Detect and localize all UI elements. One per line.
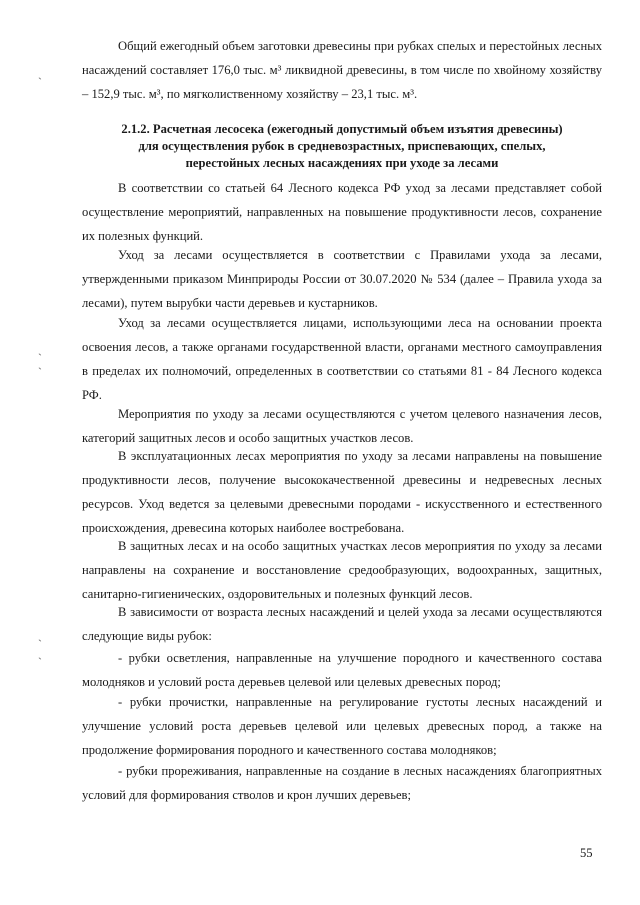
margin-mark: ˏ bbox=[38, 66, 42, 80]
list-item: - рубки прореживания, направленные на создание в лесных насаждениях благоприятных условий для формирования стволов и крон лучших деревьев; bbox=[82, 764, 602, 802]
paragraph: В соответствии со статьей 64 Лесного кодекса РФ уход за лесами представляет собой осуществление мероприятий, направленных на повышение продуктивности лесов, сохранение их полезных функций. bbox=[82, 181, 602, 243]
margin-mark: ˏ bbox=[38, 356, 42, 370]
paragraph: Мероприятия по уходу за лесами осуществляются с учетом целевого назначения лесов, категорий защитных лесов и особо защитных участков лесов. bbox=[82, 407, 602, 445]
page-number: 55 bbox=[580, 846, 593, 860]
paragraph: В защитных лесах и на особо защитных участках лесов мероприятия по уходу за лесами направлены на сохранение и восстановление средообразующих, водоохранных, защитных, санитарно-гигиенических, оздоровительных и полезных функций лесов. bbox=[82, 539, 602, 601]
paragraph: Уход за лесами осуществляется в соответствии с Правилами ухода за лесами, утвержденными приказом Минприроды России от 30.07.2020 № 534 (далее – Правила ухода за лесами), путем вырубки части деревьев и кустарников. bbox=[82, 248, 602, 310]
margin-mark: ˏ bbox=[38, 628, 42, 642]
intro-paragraph: Общий ежегодный объем заготовки древесины при рубках спелых и перестойных лесных насаждений составляет 176,0 тыс. м³ ликвидной древесины, в том числе по хвойному хозяйству – 152,9 тыс. м³, по мягколиственному хозяйству – 23,1 тыс. м³. bbox=[82, 39, 602, 101]
list-item: - рубки прочистки, направленные на регулирование густоты лесных насаждений и улучшение условий роста деревьев целевой или целевых древесных пород, а также на продолжение формирования породного и качественного состава молодняков; bbox=[82, 695, 602, 757]
margin-mark: ˏ bbox=[38, 342, 42, 356]
paragraph: Уход за лесами осуществляется лицами, использующими леса на основании проекта освоения лесов, а также органами государственной власти, органами местного самоуправления в пределах их полномочий, определенных в соответствии со статьями 81 - 84 Лесного кодекса РФ. bbox=[82, 316, 602, 402]
paragraph: В эксплуатационных лесах мероприятия по уходу за лесами направлены на повышение продуктивности лесов, получение высококачественной древесины и недревесных лесных ресурсов. Уход ведется за целевыми древесными породами - искусственного и естественного происхождения, древесина которых наиболее востребована. bbox=[82, 449, 602, 535]
paragraph: В зависимости от возраста лесных насаждений и целей ухода за лесами осуществляются следующие виды рубок: bbox=[82, 605, 602, 643]
section-heading: 2.1.2. Расчетная лесосека (ежегодный допустимый объем изъятия древесины) для осуществления рубок в средневозрастных, приспевающих, спелых, перестойных лесных насаждениях при уходе за лесами bbox=[121, 122, 563, 170]
margin-mark: ˏ bbox=[38, 646, 42, 660]
list-item: - рубки осветления, направленные на улучшение породного и качественного состава молодняков и условий роста деревьев целевой или целевых древесных пород; bbox=[82, 651, 602, 689]
